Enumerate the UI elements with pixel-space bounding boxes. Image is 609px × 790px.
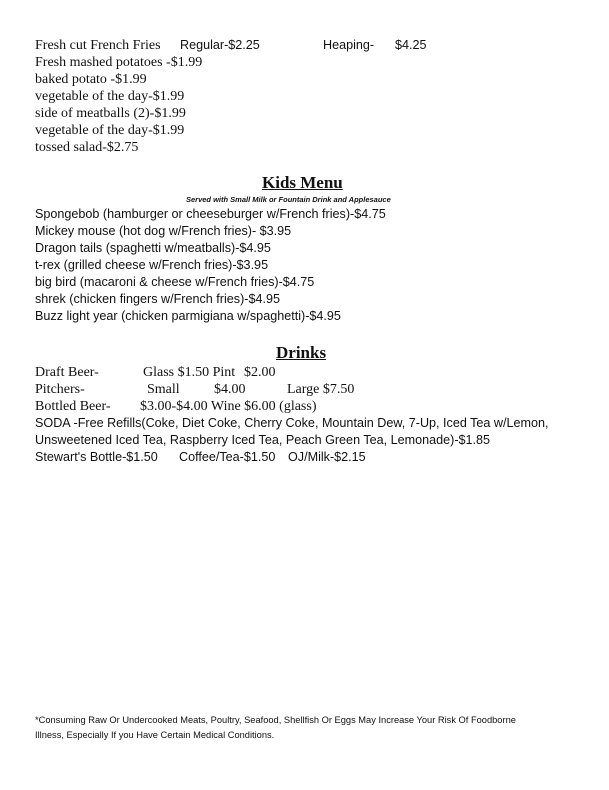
drinks-heading: Drinks xyxy=(276,343,327,362)
kids-menu-heading: Kids Menu xyxy=(262,173,343,192)
side-item: vegetable of the day-$1.99 xyxy=(35,89,185,104)
disclaimer-line-1: *Consuming Raw Or Undercooked Meats, Poultry, Seafood, Shellfish Or Eggs May Increase Your Risk Of Foodborne xyxy=(35,715,516,725)
kids-item: Spongebob (hamburger or cheeseburger w/French fries)-$4.75 xyxy=(35,207,386,221)
fries-regular: Regular-$2.25 xyxy=(180,38,260,52)
side-item: side of meatballs (2)-$1.99 xyxy=(35,106,186,121)
fries-name: Fresh cut French Fries xyxy=(35,38,161,53)
side-item: baked potato -$1.99 xyxy=(35,72,147,87)
kids-item: Dragon tails (spaghetti w/meatballs)-$4.95 xyxy=(35,241,271,255)
kids-item: Buzz light year (chicken parmigiana w/spaghetti)-$4.95 xyxy=(35,309,341,323)
soda-line-2: Unsweetened Iced Tea, Raspberry Iced Tea, Peach Green Tea, Lemonade)-$1.85 xyxy=(35,433,491,447)
pitchers-small-price: $4.00 xyxy=(214,382,246,397)
bottled-beer-label: Bottled Beer- xyxy=(35,399,111,414)
kids-item: t-rex (grilled cheese w/French fries)-$3.95 xyxy=(35,258,269,272)
kids-item: shrek (chicken fingers w/French fries)-$4.95 xyxy=(35,292,280,306)
pitchers-large: Large $7.50 xyxy=(287,382,355,397)
side-item: vegetable of the day-$1.99 xyxy=(35,123,185,138)
disclaimer-line-2: Illness, Especially If you Have Certain Medical Conditions. xyxy=(35,730,275,740)
draft-beer-pint: $2.00 xyxy=(244,365,276,380)
side-item: Fresh mashed potatoes -$1.99 xyxy=(35,55,203,70)
bottled-beer-price: $3.00-$4.00 Wine $6.00 (glass) xyxy=(140,399,317,414)
soda-line-1: SODA -Free Refills(Coke, Diet Coke, Cherry Coke, Mountain Dew, 7-Up, Iced Tea w/Lemon, xyxy=(35,416,549,430)
fries-heaping-price: $4.25 xyxy=(395,38,427,52)
stewarts-bottle: Stewart's Bottle-$1.50 xyxy=(35,450,158,464)
fries-heaping-label: Heaping- xyxy=(323,38,375,52)
side-item: tossed salad-$2.75 xyxy=(35,140,139,155)
kids-menu-subtitle: Served with Small Milk or Fountain Drink and Applesauce xyxy=(186,195,391,204)
draft-beer-glass: Glass $1.50 Pint xyxy=(143,365,236,380)
fries-row xyxy=(35,37,161,54)
kids-item: big bird (macaroni & cheese w/French fries)-$4.75 xyxy=(35,275,315,289)
oj-milk: OJ/Milk-$2.15 xyxy=(288,450,366,464)
coffee-tea: Coffee/Tea-$1.50 xyxy=(179,450,276,464)
draft-beer-label: Draft Beer- xyxy=(35,365,99,380)
pitchers-label: Pitchers- xyxy=(35,382,85,397)
kids-item: Mickey mouse (hot dog w/French fries)- $3.95 xyxy=(35,224,292,238)
pitchers-small: Small xyxy=(147,382,180,397)
